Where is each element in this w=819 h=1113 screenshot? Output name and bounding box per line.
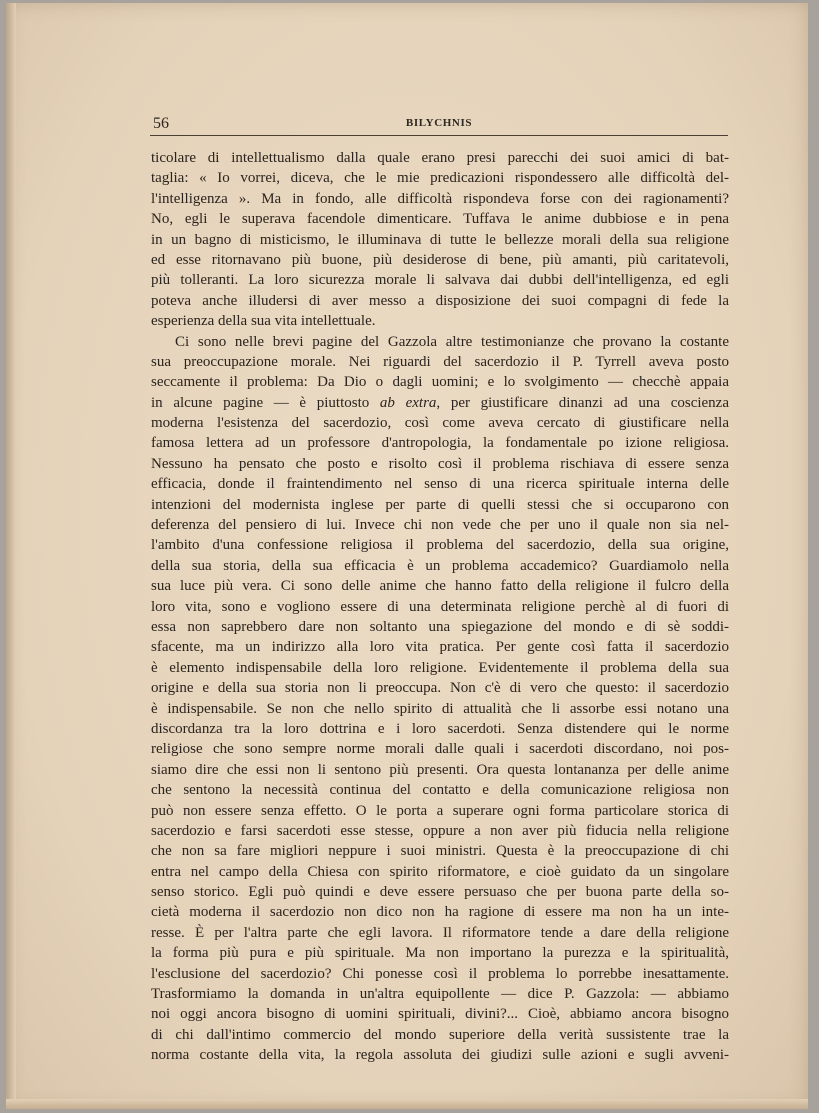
- book-page: [6, 3, 808, 1109]
- text-line: è indispensabile. Se non che nello spirito di attualità che li assorbe essi notano una: [151, 700, 729, 717]
- text-line: più tolleranti. La loro sicurezza morale li salvava dai dubbi dell'intelligenza, ed egli: [151, 272, 729, 289]
- text-line: essa non saprebbero dare non soltanto una spiegazione del mondo e di sè soddi-: [151, 618, 729, 635]
- text-line: poteva anche illudersi di aver messo a disposizione dei suoi compagni di fede la: [151, 292, 729, 309]
- text-line: seccamente il problema: Da Dio o dagli uomini; e lo svolgimento — checchè appaia: [151, 374, 729, 391]
- text-line: sacerdozio e farsi sacerdoti esse stesse, oppure a non aver più fiducia nella religione: [151, 822, 729, 839]
- text-line: Ci sono nelle brevi pagine del Gazzola altre testimonianze che provano la costante: [175, 333, 729, 350]
- page-gutter: [6, 3, 16, 1109]
- text-line: sua preoccupazione morale. Nei riguardi del sacerdozio il P. Tyrrell aveva posto: [151, 353, 729, 370]
- text-line: ticolare di intellettualismo dalla quale erano presi parecchi dei suoi amici di bat-: [151, 150, 729, 166]
- text-line: che non sa fare migliori neppure i suoi ministri. Questa è la preoccupazione di chi: [151, 843, 729, 860]
- text-line: entra nel campo della Chiesa con spirito riformatore, e cioè guidato da un singolare: [151, 863, 729, 880]
- text-line: l'intelligenza ». Ma in fondo, alle difficoltà rispondeva forse con dei ragionamenti?: [151, 190, 729, 207]
- text-line: norma costante della vita, la regola assoluta dei giudizi sulle azioni e sugli avveni-: [151, 1047, 729, 1064]
- text-line: in un bagno di misticismo, le illuminava di tutte le bellezze morali della sua religione: [151, 231, 729, 248]
- text-line: discordanza tra la loro dottrina e i loro sacerdoti. Senza distendere qui le norme: [151, 720, 729, 737]
- text-line: deferenza del pensiero di lui. Invece chi non vede che per uno il quale non sia nel-: [151, 517, 729, 534]
- text-line: cietà moderna il sacerdozio non dico non ha ragione di essere ma non ha un inte-: [151, 904, 729, 921]
- text-line: Nessuno ha pensato che posto e risolto così il problema rischiava di essere senza: [151, 455, 729, 472]
- text-line: No, egli le superava facendole dimenticare. Tuffava le anime dubbiose e in pena: [151, 211, 729, 228]
- text-line: intenzioni del modernista inglese per parte di quelli stessi che si occuparono con: [151, 496, 729, 513]
- text-line: siamo dire che essi non li sentono più presenti. Ora questa lontananza per delle anime: [151, 761, 729, 778]
- text-line: moderna l'esistenza del sacerdozio, così come aveva cercato di giustificare nella: [151, 415, 729, 432]
- body-text: [151, 148, 729, 1066]
- text-line: loro vita, sono e vogliono essere di una determinata religione perchè al di fuori di: [151, 598, 729, 615]
- text-line: Trasformiamo la domanda in un'altra equipollente — dice P. Gazzola: — abbiamo: [151, 986, 729, 1003]
- text-line: che sentono la necessità continua del contatto e della comunicazione religiosa non: [151, 782, 729, 799]
- text-line: la forma più pura e più spirituale. Ma non importano la purezza e la spiritualità,: [151, 945, 729, 962]
- text-line: taglia: « Io vorrei, diceva, che le mie predicazioni rispondessero alle difficoltà del-: [151, 170, 729, 187]
- text-line: sfacente, ma un indirizzo alla loro vita pratica. Per gente così fatta il sacerdozio: [151, 639, 729, 656]
- text-line: esperienza della sua vita intellettuale.: [151, 313, 376, 330]
- text-line: resse. È per l'altra parte che egli lavora. Il riformatore tende a dare della religione: [151, 924, 729, 941]
- text-line: è elemento indispensabile della loro religione. Evidentemente il problema della sua: [151, 659, 729, 676]
- text-line: religiose che sono sempre norme morali dalle quali i sacerdoti discordano, noi pos-: [151, 741, 729, 758]
- italic-phrase: ab extra: [379, 394, 437, 411]
- text-line: ed esse ritornavano più buone, più desiderose di bene, più amanti, più caritatevoli,: [151, 251, 729, 268]
- text-line: efficacia, donde il fraintendimento nel senso di una ricerca spirituale interna delle: [151, 476, 729, 493]
- text-line: in alcune pagine — è piuttosto ab extra, per giustificare dinanzi ad una coscienza: [151, 394, 729, 411]
- text-line: di chi dall'intimo commercio del mondo superiore della verità sussistente trae la: [151, 1026, 729, 1043]
- running-title: BILYCHNIS: [405, 117, 473, 129]
- text-line: noi oggi ancora bisogno di uomini spirituali, divini?... Cioè, abbiamo ancora bisogno: [151, 1006, 729, 1023]
- text-line: senso storico. Egli può quindi e deve essere persuaso che per buona parte della so-: [151, 884, 729, 901]
- page-number: 56: [153, 115, 169, 132]
- page-header: [150, 115, 728, 136]
- text-line: origine e della sua storia non li preoccupa. Non c'è di vero che questo: il sacerdozio: [151, 680, 729, 697]
- text-line: può non essere senza effetto. O le porta a superare ogni forma particolare storica di: [151, 802, 729, 819]
- page-bottom-edge: [6, 1099, 808, 1109]
- text-line: della sua storia, della sua efficacia è un problema accademico? Guardiamolo nella: [151, 557, 729, 574]
- text-line: l'ambito d'una confessione religiosa il problema del sacerdozio, della sua origine,: [151, 537, 729, 554]
- text-line: famosa lettera ad un professore d'antropologia, la fondamentale po izione religiosa.: [151, 435, 729, 452]
- text-line: sua luce più vera. Ci sono delle anime che hanno fatto della religione il fulcro della: [151, 578, 729, 595]
- text-line: l'esclusione del sacerdozio? Chi ponesse così il problema lo porrebbe inesattamente.: [151, 965, 729, 982]
